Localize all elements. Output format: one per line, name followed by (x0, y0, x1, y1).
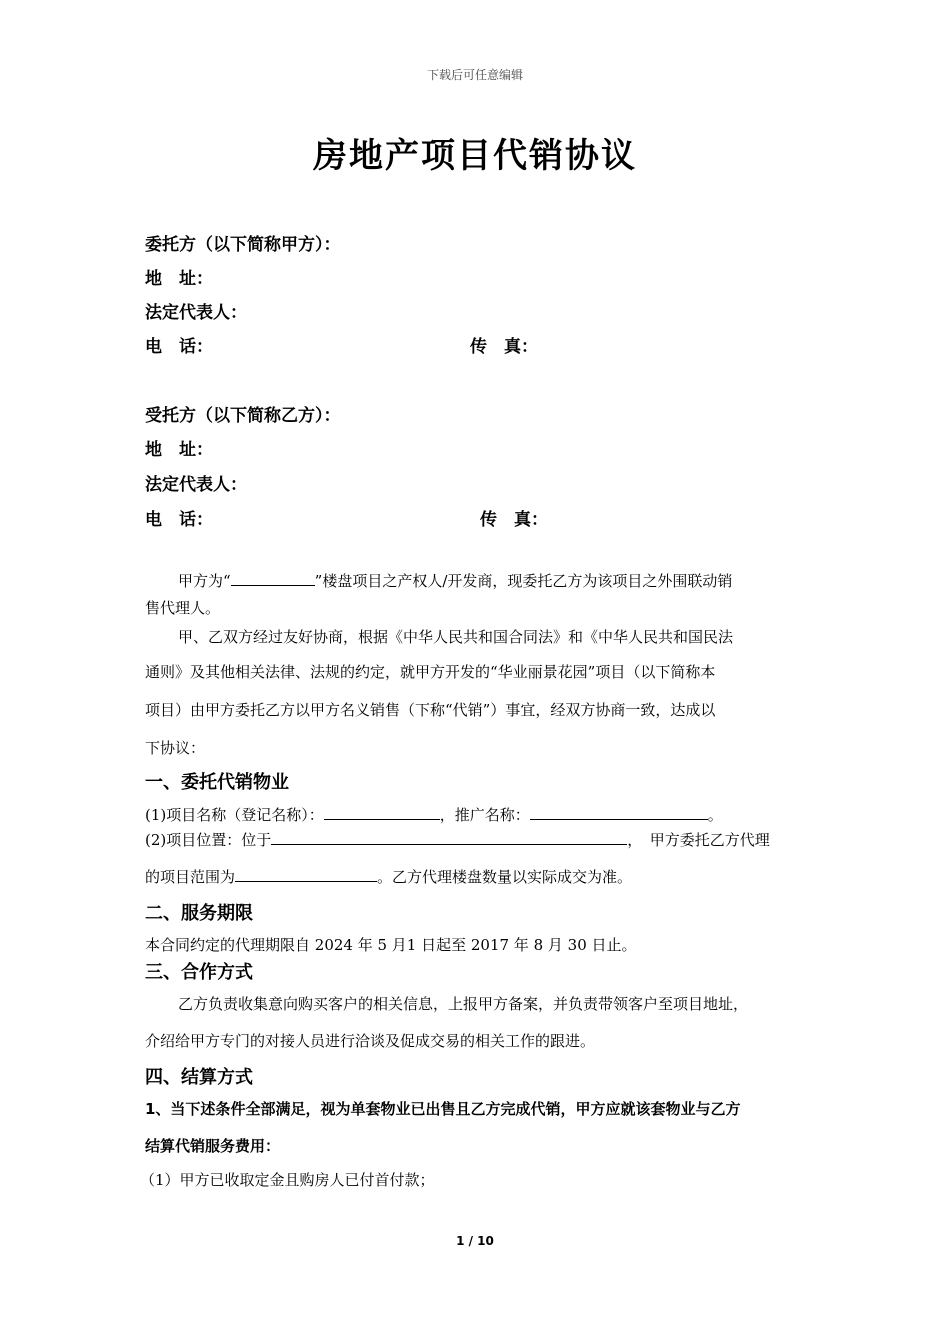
section-4-clause-1-cont: 结算代销服务费用： (145, 1137, 281, 1155)
item-text: 。乙方代理楼盘数量以实际成交为准。 (377, 868, 633, 886)
section-3-line-1: 乙方负责收集意向购买客户的相关信息，上报甲方备案，并负责带领客户至项目地址， (178, 995, 749, 1013)
party-a-name-label: 委托方（以下简称甲方）： (145, 235, 341, 255)
section-1-item-1 (145, 804, 723, 825)
scope-blank (235, 867, 377, 882)
intro-text: ”楼盘项目之产权人/开发商，现委托乙方为该项目之外围联动销 (314, 572, 733, 590)
intro-para2-line-2: 通则》及其他相关法律、法规的约定，就甲方开发的“华业丽景花园”项目（以下简称本 (145, 663, 716, 681)
party-b-address-label: 地 址： (145, 440, 213, 460)
item-text: (2)项目位置：位于 (145, 831, 272, 849)
party-b-rep-label: 法定代表人： (145, 475, 247, 495)
document-title: 房地产项目代销协议 (313, 136, 637, 176)
intro-para2-line-4: 下协议： (145, 739, 206, 757)
project-name-blank (231, 571, 315, 586)
item-text: (1)项目名称（登记名称）： (145, 806, 324, 824)
section-3-line-2: 介绍给甲方专门的对接人员进行洽谈及促成交易的相关工作的跟进。 (145, 1032, 596, 1050)
page-header: 下载后可任意编辑 (426, 68, 523, 82)
promo-name-blank (530, 805, 708, 820)
intro-line-1 (178, 570, 732, 591)
intro-line-2: 售代理人。 (145, 599, 221, 617)
party-a-address-label: 地 址： (145, 269, 213, 289)
party-b-phone-label: 电 话： (145, 510, 213, 530)
registered-name-blank (324, 805, 440, 820)
location-blank (271, 830, 627, 845)
party-b-name-label: 受托方（以下简称乙方）： (145, 406, 341, 426)
section-2-heading: 二、服务期限 (145, 903, 253, 924)
intro-para2-line-1: 甲、乙双方经过友好协商，根据《中华人民共和国合同法》和《中华人民共和国民法 (178, 628, 734, 646)
section-1-heading: 一、委托代销物业 (145, 772, 289, 793)
party-a-fax-label: 传 真： (470, 337, 538, 357)
item-text: ，推广名称： (439, 806, 530, 824)
section-4-clause-1: 1、当下述条件全部满足，视为单套物业已出售且乙方完成代销，甲方应就该套物业与乙方 (145, 1100, 741, 1118)
party-b-fax-label: 传 真： (480, 510, 548, 530)
intro-text: 甲方为“ (178, 572, 231, 590)
item-text: 的项目范围为 (145, 868, 236, 886)
section-4-condition-1: （1）甲方已收取定金且购房人已付首付款； (140, 1171, 435, 1189)
party-a-phone-label: 电 话： (145, 337, 213, 357)
page-number: 1 / 10 (456, 1234, 494, 1248)
section-3-heading: 三、合作方式 (145, 962, 253, 983)
section-1-item-2-cont (145, 866, 632, 887)
party-a-rep-label: 法定代表人： (145, 303, 247, 323)
section-1-item-2 (145, 829, 770, 850)
item-text: ， 甲方委托乙方代理 (627, 831, 770, 849)
intro-para2-line-3: 项目）由甲方委托乙方以甲方名义销售（下称“代销”）事宜，经双方协商一致，达成以 (145, 701, 716, 719)
item-text: 。 (707, 806, 723, 824)
section-4-heading: 四、结算方式 (145, 1067, 253, 1088)
section-2-text: 本合同约定的代理期限自 2024 年 5 月1 日起至 2017 年 8 月 30 日止。 (145, 936, 637, 954)
